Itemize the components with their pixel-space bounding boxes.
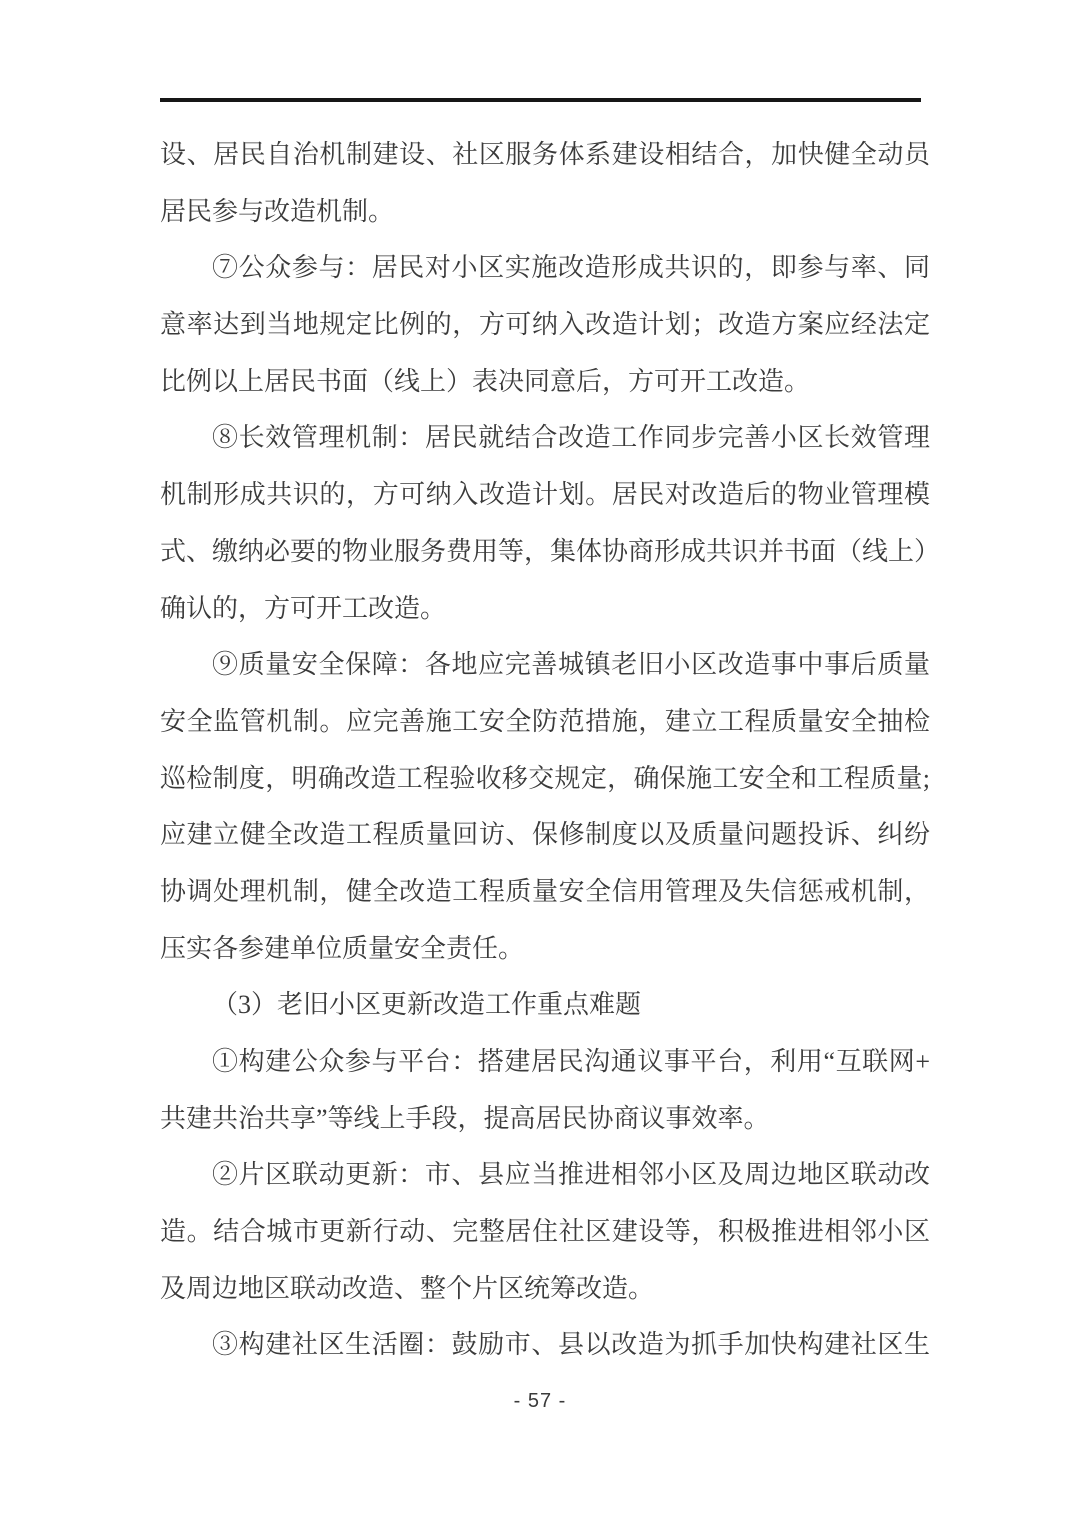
text-line: 意率达到当地规定比例的，方可纳入改造计划；改造方案应经法定 [160, 310, 930, 340]
text-line: 造。结合城市更新行动、完整居住社区建设等，积极推进相邻小区 [160, 1217, 930, 1247]
text-line: 式、缴纳必要的物业服务费用等，集体协商形成共识并书面（线上） [160, 536, 941, 566]
page-number: - 57 - [513, 1390, 567, 1412]
text-line: 共建共治共享”等线上手段，提高居民协商议事效率。 [160, 1103, 770, 1133]
text-line: ⑨质量安全保障：各地应完善城镇老旧小区改造事中事后质量 [212, 650, 930, 680]
text-line: 应建立健全改造工程质量回访、保修制度以及质量问题投诉、纠纷 [160, 820, 930, 850]
header-rule [160, 98, 921, 102]
text-line: 巡检制度，明确改造工程验收移交规定，确保施工安全和工程质量; [160, 763, 930, 793]
text-line: 比例以上居民书面（线上）表决同意后，方可开工改造。 [160, 366, 811, 396]
text-line: 压实各参建单位质量安全责任。 [160, 933, 525, 963]
text-line: ②片区联动更新：市、县应当推进相邻小区及周边地区联动改 [212, 1160, 930, 1190]
text-line: ③构建社区生活圈：鼓励市、县以改造为抓手加快构建社区生 [212, 1330, 930, 1360]
text-line: ①构建公众参与平台：搭建居民沟通议事平台，利用“互联网+ [212, 1047, 930, 1076]
text-line: ⑧长效管理机制：居民就结合改造工作同步完善小区长效管理 [212, 423, 930, 453]
text-line: 协调处理机制，健全改造工程质量安全信用管理及失信惩戒机制， [160, 876, 930, 906]
text-line: 安全监管机制。应完善施工安全防范措施，建立工程质量安全抽检 [160, 706, 930, 736]
document-body [160, 127, 941, 1374]
text-line: 确认的，方可开工改造。 [160, 593, 447, 623]
text-line: 设、居民自治机制建设、社区服务体系建设相结合，加快健全动员 [160, 140, 930, 169]
text-line: （3）老旧小区更新改造工作重点难题 [212, 990, 642, 1020]
text-line: ⑦公众参与：居民对小区实施改造形成共识的，即参与率、同 [212, 253, 930, 283]
text-line: 机制形成共识的，方可纳入改造计划。居民对改造后的物业管理模 [160, 480, 930, 510]
text-line: 及周边地区联动改造、整个片区统筹改造。 [160, 1273, 655, 1303]
text-line: 居民参与改造机制。 [160, 196, 395, 226]
